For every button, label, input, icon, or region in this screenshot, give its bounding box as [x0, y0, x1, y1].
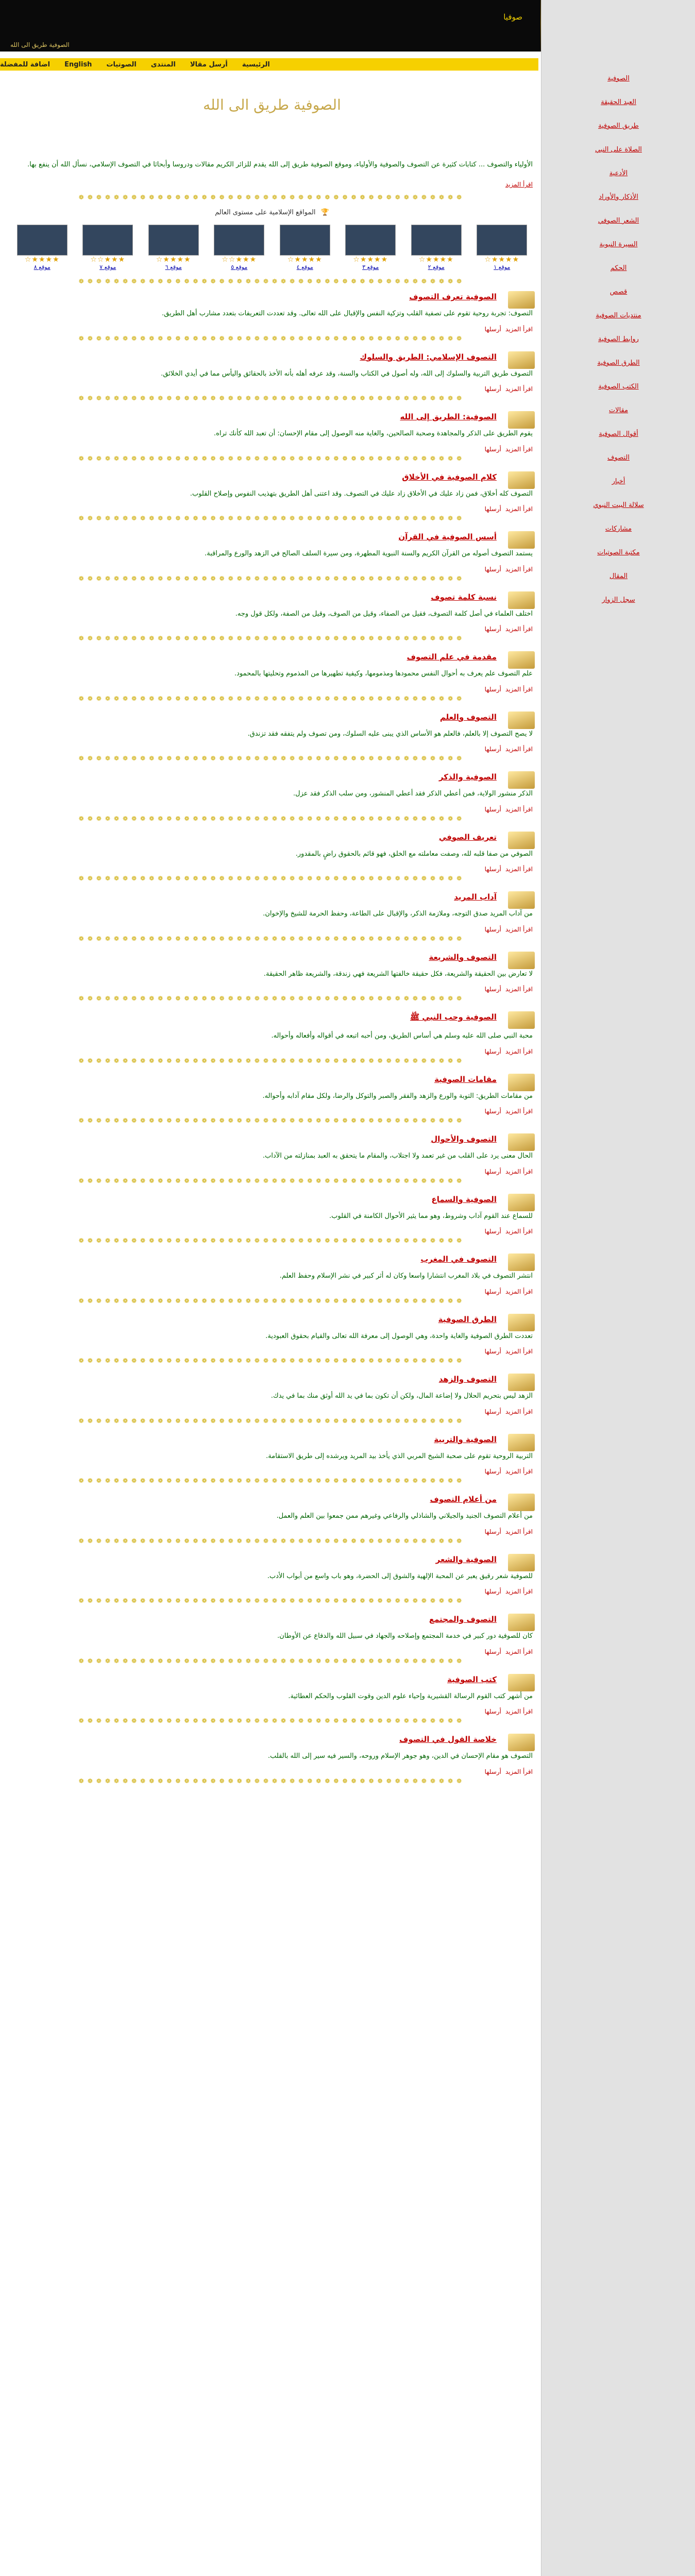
article-body: للصوفية شعر رقيق يعبر عن المحبة الإلهية والشوق إلى الحضرة، وهو باب واسع من أبواب الأدب. [267, 1572, 533, 1580]
article-item [4, 1249, 540, 1310]
article-body: محبة النبي صلى الله عليه وسلم هي أساس الطريق، ومن أحبه اتبعه في أقواله وأفعاله وأحواله. [271, 1032, 533, 1040]
article-tools [11, 505, 533, 513]
send-link[interactable]: أرسلها [484, 445, 501, 453]
send-link[interactable]: أرسلها [484, 1468, 501, 1476]
article-title[interactable]: كتب الصوفية [447, 1674, 497, 1684]
article-tools [11, 986, 533, 993]
sites-strip [4, 203, 540, 222]
ornament-divider: ❁❁❁❁❁❁❁❁❁❁❁❁❁❁❁❁❁❁❁❁❁❁❁❁❁❁❁❁❁❁❁❁❁❁❁❁❁❁❁❁❁❁❁❁ [78, 1717, 466, 1725]
send-link[interactable]: أرسلها [484, 505, 501, 513]
nav-item-send-article[interactable]: أرسل مقالا [190, 60, 228, 69]
site-thumbnail[interactable] [17, 225, 67, 256]
article-body: التصوف: تجربة روحية تقوم على تصفية القلب وتزكية النفس والإقبال على الله تعالى. وقد تعددت التعريفات بتعدد مشارب أهل الطريق. [162, 310, 533, 318]
read-more-link[interactable]: اقرأ المزيد [505, 925, 533, 933]
article-tools [11, 1348, 533, 1355]
article-scroll-icon [508, 591, 535, 609]
read-more-link[interactable]: اقرأ المزيد [505, 1047, 533, 1055]
article-tools [11, 806, 533, 813]
read-more-link[interactable]: اقرأ المزيد [505, 745, 533, 753]
read-more-link[interactable]: اقرأ المزيد [505, 1768, 533, 1775]
read-more-link[interactable]: اقرأ المزيد [505, 685, 533, 693]
article-body: يقوم الطريق على الذكر والمجاهدة وصحبة الصالحين، والغاية منه الوصول إلى مقام الإحسان: أن تعبد الله كأنك تراه. [214, 430, 533, 438]
article-tools [11, 1168, 533, 1175]
article-title[interactable]: الصوفية والسماع [431, 1194, 497, 1204]
article-tools [11, 1228, 533, 1235]
article-item [4, 1310, 540, 1370]
ornament-divider: ❁❁❁❁❁❁❁❁❁❁❁❁❁❁❁❁❁❁❁❁❁❁❁❁❁❁❁❁❁❁❁❁❁❁❁❁❁❁❁❁❁❁❁❁ [78, 1117, 466, 1125]
article-tools [11, 566, 533, 573]
read-more-link[interactable]: اقرأ المزيد [505, 1287, 533, 1295]
site-name[interactable]: موقع ٥ [231, 264, 248, 271]
site-name[interactable]: موقع ١ [494, 264, 511, 271]
site-thumbnail[interactable] [214, 225, 264, 256]
article-item [4, 947, 540, 1008]
read-more-link[interactable]: اقرأ المزيد [505, 1108, 533, 1115]
article-item [4, 1489, 540, 1550]
ornament-divider: ❁❁❁❁❁❁❁❁❁❁❁❁❁❁❁❁❁❁❁❁❁❁❁❁❁❁❁❁❁❁❁❁❁❁❁❁❁❁❁❁❁❁❁❁ [78, 1297, 466, 1304]
article-scroll-icon [508, 1374, 535, 1391]
sidebar-menu [541, 67, 695, 612]
sidebar-item[interactable]: الطرق الصوفية [597, 359, 640, 367]
nav-item-bookmark[interactable]: اضافة للمفضلة [0, 60, 50, 69]
send-link[interactable]: أرسلها [484, 1408, 501, 1415]
sidebar-item[interactable]: الحكم [610, 264, 627, 272]
article-title[interactable]: الصوفية والتربية [434, 1434, 497, 1444]
send-link[interactable]: أرسلها [484, 1348, 501, 1355]
article-tools [11, 1468, 533, 1475]
article-tools [11, 866, 533, 873]
article-body: الصوفي من صفا قلبه لله، وصفت معاملته مع الخلق، فهو قائم بالحقوق راضٍ بالمقدور. [295, 850, 533, 858]
send-link[interactable]: أرسلها [484, 1528, 501, 1535]
ornament-divider: ❁❁❁❁❁❁❁❁❁❁❁❁❁❁❁❁❁❁❁❁❁❁❁❁❁❁❁❁❁❁❁❁❁❁❁❁❁❁❁❁❁❁❁❁ [78, 1177, 466, 1184]
article-item [4, 1550, 540, 1610]
article-tools [11, 745, 533, 753]
sidebar-item[interactable]: أخبار [612, 478, 625, 485]
article-body: من مقامات الطريق: التوبة والورع والزهد والفقر والصبر والتوكل والرضا، ولكل مقام آدابه وأحواله. [262, 1092, 533, 1100]
sidebar-item[interactable]: الأذكار والأوراد [599, 193, 638, 201]
read-more-link[interactable]: اقرأ المزيد [505, 445, 533, 453]
ornament-divider: ❁❁❁❁❁❁❁❁❁❁❁❁❁❁❁❁❁❁❁❁❁❁❁❁❁❁❁❁❁❁❁❁❁❁❁❁❁❁❁❁❁❁❁❁ [78, 1537, 466, 1545]
read-more-link[interactable]: اقرأ المزيد [505, 866, 533, 873]
sidebar-item[interactable]: مشاركات [605, 525, 632, 533]
article-tools [11, 1048, 533, 1055]
send-link[interactable]: أرسلها [484, 325, 501, 333]
sidebar-item[interactable]: الكتب الصوفية [598, 383, 639, 391]
read-more-link[interactable]: اقرأ المزيد [505, 1468, 533, 1476]
send-link[interactable]: أرسلها [484, 745, 501, 753]
article-title[interactable]: التصوف والزهد [438, 1375, 497, 1384]
article-scroll-icon [508, 1253, 535, 1271]
site-name[interactable]: موقع ٧ [99, 264, 116, 271]
article-body: كان للصوفية دور كبير في خدمة المجتمع وإصلاحه والجهاد في سبيل الله والدفاع عن الأوطان. [277, 1632, 533, 1640]
article-item [4, 647, 540, 707]
top-navigation [0, 58, 538, 71]
article-item [4, 347, 540, 408]
article-item [4, 1670, 540, 1730]
site-card[interactable] [211, 225, 267, 270]
nav-item-audio[interactable]: الصوتيات [106, 60, 137, 69]
read-more-link[interactable]: اقرأ المزيد [505, 505, 533, 513]
sidebar-item[interactable]: قصص [609, 288, 628, 296]
sidebar-item[interactable]: الشعر الصوفي [598, 217, 639, 225]
read-more-link[interactable]: اقرأ المزيد [505, 1167, 533, 1175]
article-item [4, 1070, 540, 1130]
ornament-divider: ❁❁❁❁❁❁❁❁❁❁❁❁❁❁❁❁❁❁❁❁❁❁❁❁❁❁❁❁❁❁❁❁❁❁❁❁❁❁❁❁❁❁❁❁ [78, 1057, 466, 1064]
send-link[interactable]: أرسلها [484, 685, 501, 693]
article-item [4, 707, 540, 768]
ornament-divider: ❁❁❁❁❁❁❁❁❁❁❁❁❁❁❁❁❁❁❁❁❁❁❁❁❁❁❁❁❁❁❁❁❁❁❁❁❁❁❁❁❁❁❁❁ [78, 694, 466, 702]
ornament-divider: ❁❁❁❁❁❁❁❁❁❁❁❁❁❁❁❁❁❁❁❁❁❁❁❁❁❁❁❁❁❁❁❁❁❁❁❁❁❁❁❁❁❁❁❁ [78, 194, 466, 201]
ornament-divider: ❁❁❁❁❁❁❁❁❁❁❁❁❁❁❁❁❁❁❁❁❁❁❁❁❁❁❁❁❁❁❁❁❁❁❁❁❁❁❁❁❁❁❁❁ [78, 334, 466, 342]
site-card[interactable] [408, 225, 465, 270]
article-body: تعددت الطرق الصوفية والغاية واحدة، وهي الوصول إلى معرفة الله تعالى والقيام بحقوق العبودية. [265, 1332, 533, 1340]
sidebar-item[interactable]: الصلاة على النبي [595, 146, 642, 154]
send-link[interactable]: أرسلها [484, 1287, 501, 1295]
read-more-link[interactable]: اقرأ المزيد [505, 625, 533, 633]
article-tools [11, 625, 533, 633]
article-item [4, 407, 540, 467]
sidebar [541, 0, 695, 2576]
site-thumbnail[interactable] [411, 225, 462, 256]
article-tools [11, 686, 533, 693]
article-title[interactable]: التصوف والمجتمع [429, 1615, 497, 1624]
sidebar-item[interactable]: منتديات الصوفية [596, 312, 641, 319]
ornament-divider: ❁❁❁❁❁❁❁❁❁❁❁❁❁❁❁❁❁❁❁❁❁❁❁❁❁❁❁❁❁❁❁❁❁❁❁❁❁❁❁❁❁❁❁❁ [78, 574, 466, 582]
article-scroll-icon [508, 771, 535, 789]
article-scroll-icon [508, 711, 535, 729]
article-scroll-icon [508, 351, 535, 369]
intro-text: الأولياء والتصوف ... كتابات كثيرة عن التصوف والصوفية والأولياء، وموقع الصوفية طريق إلى الله يقدم للزائر الكريم مقالات ودروسا وأبحاثا في التصوف الإسلامي، نسأل الله أن ينفع بها. [27, 161, 533, 168]
ornament-divider: ❁❁❁❁❁❁❁❁❁❁❁❁❁❁❁❁❁❁❁❁❁❁❁❁❁❁❁❁❁❁❁❁❁❁❁❁❁❁❁❁❁❁❁❁ [78, 815, 466, 822]
article-scroll-icon [508, 651, 535, 669]
article-body: التصوف كله أخلاق، فمن زاد عليك في الأخلاق زاد عليك في التصوف. وقد اعتنى أهل الطريق بتهذيب النفوس وإصلاح القلوب. [190, 489, 533, 498]
send-link[interactable]: أرسلها [484, 625, 501, 633]
ornament-divider: ❁❁❁❁❁❁❁❁❁❁❁❁❁❁❁❁❁❁❁❁❁❁❁❁❁❁❁❁❁❁❁❁❁❁❁❁❁❁❁❁❁❁❁❁ [78, 995, 466, 1003]
send-link[interactable]: أرسلها [484, 1708, 501, 1716]
send-link[interactable]: أرسلها [484, 1167, 501, 1175]
sidebar-item[interactable]: السيرة النبوية [599, 241, 638, 248]
read-more-link[interactable]: اقرأ المزيد [505, 1408, 533, 1415]
article-title[interactable]: أسس الصوفية في القرآن [398, 532, 497, 542]
site-thumbnail[interactable] [345, 225, 396, 256]
site-thumbnail[interactable] [280, 225, 330, 256]
article-item [4, 527, 540, 587]
rating-stars: ★★★★☆ [287, 256, 323, 264]
rating-stars: ★★★★☆ [24, 256, 60, 264]
site-card[interactable] [277, 225, 333, 270]
read-more-link[interactable]: اقرأ المزيد [505, 565, 533, 573]
nav-item-english[interactable]: English [64, 60, 92, 69]
read-more-link[interactable]: اقرأ المزيد [505, 1648, 533, 1655]
welcome-calligraphy: الصوفية طريق الى الله [203, 96, 341, 113]
article-scroll-icon [508, 1133, 535, 1151]
article-item [4, 887, 540, 947]
send-link[interactable]: أرسلها [484, 805, 501, 813]
article-item [4, 1190, 540, 1250]
article-body: لا تعارض بين الحقيقة والشريعة، فكل حقيقة خالفتها الشريعة فهي زندقة، والشريعة ظاهر الحقيقة. [263, 970, 533, 978]
article-title[interactable]: الصوفية والشعر [435, 1554, 497, 1564]
article-item [4, 1430, 540, 1490]
sites-strip-label: المواقع الإسلامية على مستوى العالم [215, 208, 316, 216]
article-item [4, 1129, 540, 1190]
site-card[interactable] [145, 225, 202, 270]
article-tools [11, 446, 533, 453]
site-name[interactable]: موقع ٣ [362, 264, 379, 271]
site-name[interactable]: موقع ٨ [33, 264, 50, 271]
sidebar-item[interactable]: العبد الحقيقة [601, 98, 636, 106]
send-link[interactable]: أرسلها [484, 1108, 501, 1115]
article-scroll-icon [508, 832, 535, 849]
article-tools [11, 1288, 533, 1295]
ornament-divider: ❁❁❁❁❁❁❁❁❁❁❁❁❁❁❁❁❁❁❁❁❁❁❁❁❁❁❁❁❁❁❁❁❁❁❁❁❁❁❁❁❁❁❁❁ [78, 1477, 466, 1485]
article-list [4, 287, 540, 1790]
read-more-link[interactable]: اقرأ المزيد [505, 385, 533, 393]
article-item [4, 1007, 540, 1070]
ornament-divider: ❁❁❁❁❁❁❁❁❁❁❁❁❁❁❁❁❁❁❁❁❁❁❁❁❁❁❁❁❁❁❁❁❁❁❁❁❁❁❁❁❁❁❁❁ [78, 1237, 466, 1245]
article-body: من آداب المريد صدق التوجه، وملازمة الذكر، والإقبال على الطاعة، وحفظ الحرمة للشيخ والإخوان. [263, 910, 533, 918]
header-sub: الصوفية طريق الى الله [10, 41, 70, 48]
send-link[interactable]: أرسلها [484, 866, 501, 873]
ornament-divider: ❁❁❁❁❁❁❁❁❁❁❁❁❁❁❁❁❁❁❁❁❁❁❁❁❁❁❁❁❁❁❁❁❁❁❁❁❁❁❁❁❁❁❁❁ [78, 454, 466, 462]
sidebar-item[interactable]: روابط الصوفية [598, 335, 639, 343]
article-item [4, 467, 540, 528]
article-body: التربية الروحية تقوم على صحبة الشيخ المربي الذي يأخذ بيد المريد ويرشده إلى طريق الاستقامة. [266, 1452, 533, 1460]
article-body: علم التصوف علم يعرف به أحوال النفس محمودها ومذمومها، وكيفية تطهيرها من المذموم وتحليتها بالمحمود. [234, 670, 533, 678]
site-thumbnail[interactable] [82, 225, 133, 256]
site-name[interactable]: موقع ٤ [296, 264, 313, 271]
trophy-icon: 🏆 [320, 208, 329, 216]
article-scroll-icon [508, 1194, 535, 1211]
sidebar-item[interactable]: طريق الصوفية [598, 122, 639, 130]
article-tools [11, 926, 533, 933]
article-title[interactable]: نسبة كلمة تصوف [431, 592, 497, 602]
article-scroll-icon [508, 1674, 535, 1691]
article-tools [11, 1528, 533, 1535]
article-scroll-icon [508, 1434, 535, 1451]
article-body: الزهد ليس بتحريم الحلال ولا إضاعة المال، ولكن أن تكون بما في يد الله أوثق منك بما في يدك. [270, 1392, 533, 1400]
article-tools [11, 385, 533, 393]
article-title[interactable]: الطرق الصوفية [438, 1314, 497, 1324]
sidebar-item[interactable]: سلالة البيت النبوي [593, 501, 644, 509]
article-body: الحال معنى يرد على القلب من غير تعمد ولا اجتلاب، والمقام ما يتحقق به العبد بمنازلته من الآداب. [263, 1152, 533, 1160]
send-link[interactable]: أرسلها [484, 565, 501, 573]
nav-item-home[interactable]: الرئيسية [242, 60, 270, 69]
article-scroll-icon [508, 291, 535, 309]
article-scroll-icon [508, 1554, 535, 1571]
send-link[interactable]: أرسلها [484, 1588, 501, 1596]
article-body: من أشهر كتب القوم الرسالة القشيرية وإحياء علوم الدين وقوت القلوب والحكم العطائية. [288, 1692, 533, 1700]
article-title[interactable]: التصوف والأحوال [431, 1134, 497, 1144]
send-link[interactable]: أرسلها [484, 1228, 501, 1235]
article-title[interactable]: التصوف الإسلامي: الطريق والسلوك [360, 352, 497, 362]
article-title[interactable]: آداب المريد [454, 892, 497, 902]
sidebar-item[interactable]: التصوف [607, 454, 630, 462]
read-more-link[interactable]: اقرأ المزيد [505, 1528, 533, 1535]
ornament-divider: ❁❁❁❁❁❁❁❁❁❁❁❁❁❁❁❁❁❁❁❁❁❁❁❁❁❁❁❁❁❁❁❁❁❁❁❁❁❁❁❁❁❁❁❁ [78, 1597, 466, 1605]
article-body: التصوف هو مقام الإحسان في الدين، وهو جوهر الإسلام وروحه، والسير فيه سير إلى الله بالقلب. [268, 1752, 533, 1760]
read-more-link[interactable]: اقرأ المزيد [505, 1228, 533, 1235]
site-card[interactable] [342, 225, 399, 270]
article-tools [11, 1708, 533, 1715]
article-title[interactable]: الصوفية والذكر [438, 772, 497, 782]
sidebar-item[interactable]: المقال [609, 572, 628, 580]
article-title[interactable]: خلاصة القول في التصوف [399, 1735, 497, 1744]
ornament-divider: ❁❁❁❁❁❁❁❁❁❁❁❁❁❁❁❁❁❁❁❁❁❁❁❁❁❁❁❁❁❁❁❁❁❁❁❁❁❁❁❁❁❁❁❁ [78, 1357, 466, 1365]
article-title[interactable]: التصوف في المغرب [420, 1255, 497, 1264]
rating-stars: ★★★★☆ [418, 256, 454, 264]
ornament-divider: ❁❁❁❁❁❁❁❁❁❁❁❁❁❁❁❁❁❁❁❁❁❁❁❁❁❁❁❁❁❁❁❁❁❁❁❁❁❁❁❁❁❁❁❁ [78, 1657, 466, 1665]
article-scroll-icon [508, 1614, 535, 1631]
rating-stars: ★★★☆☆ [90, 256, 126, 264]
article-body: من أعلام التصوف الجنيد والجيلاني والشاذلي والرفاعي وغيرهم ممن جمعوا بين العلم والعمل. [276, 1512, 533, 1520]
send-link[interactable]: أرسلها [484, 1047, 501, 1055]
rating-stars: ★★★★☆ [353, 256, 388, 264]
article-tools [11, 1108, 533, 1115]
article-title[interactable]: الصوفية تعرف التصوف [409, 292, 497, 302]
article-scroll-icon [508, 1074, 535, 1091]
ornament-divider: ❁❁❁❁❁❁❁❁❁❁❁❁❁❁❁❁❁❁❁❁❁❁❁❁❁❁❁❁❁❁❁❁❁❁❁❁❁❁❁❁❁❁❁❁ [78, 635, 466, 642]
article-scroll-icon [508, 531, 535, 549]
sites-row [4, 222, 540, 276]
site-name[interactable]: موقع ٢ [428, 264, 445, 271]
send-link[interactable]: أرسلها [484, 385, 501, 393]
article-title[interactable]: تعريف الصوفي [438, 832, 497, 842]
sidebar-item[interactable]: مكتبة الصوتيات [597, 549, 640, 556]
article-body: اختلف العلماء في أصل كلمة التصوف، فقيل من الصفاء، وقيل من الصوف، وقيل من الصفة، ولكل قول وجه. [235, 609, 533, 618]
sidebar-item[interactable]: سجل الزوار [602, 596, 635, 604]
site-card[interactable] [473, 225, 530, 270]
article-title[interactable]: مقامات الصوفية [434, 1074, 497, 1084]
ornament-divider: ❁❁❁❁❁❁❁❁❁❁❁❁❁❁❁❁❁❁❁❁❁❁❁❁❁❁❁❁❁❁❁❁❁❁❁❁❁❁❁❁❁❁❁❁ [78, 935, 466, 942]
article-tools [11, 1768, 533, 1775]
article-body: الذكر منشور الولاية، فمن أعطي الذكر فقد أعطي المنشور، ومن سلب الذكر فقد عزل. [293, 790, 533, 798]
article-item [4, 1609, 540, 1670]
site-thumbnail[interactable] [148, 225, 199, 256]
ornament-divider: ❁❁❁❁❁❁❁❁❁❁❁❁❁❁❁❁❁❁❁❁❁❁❁❁❁❁❁❁❁❁❁❁❁❁❁❁❁❁❁❁❁❁❁❁ [78, 755, 466, 762]
ornament-divider: ❁❁❁❁❁❁❁❁❁❁❁❁❁❁❁❁❁❁❁❁❁❁❁❁❁❁❁❁❁❁❁❁❁❁❁❁❁❁❁❁❁❁❁❁ [78, 1777, 466, 1785]
article-body: انتشر التصوف في بلاد المغرب انتشارا واسعا وكان له أثر كبير في نشر الإسلام وحفظ العلم. [279, 1272, 533, 1280]
article-body: لا يصح التصوف إلا بالعلم، فالعلم هو الأساس الذي يبنى عليه السلوك، ومن تصوف ولم يتفقه فقد تزندق. [247, 730, 533, 738]
article-tools [11, 326, 533, 333]
article-scroll-icon [508, 1314, 535, 1331]
read-more-link[interactable]: اقرأ المزيد [505, 1708, 533, 1716]
article-scroll-icon [508, 1734, 535, 1751]
intro-more-link[interactable]: اقرأ المزيد [505, 181, 533, 189]
article-scroll-icon [508, 891, 535, 909]
article-body: للسماع عند القوم آداب وشروط، وهو مما يثير الأحوال الكامنة في القلوب. [329, 1212, 533, 1220]
site-card[interactable] [79, 225, 136, 270]
article-item [4, 827, 540, 888]
article-scroll-icon [508, 1494, 535, 1511]
rating-stars: ★★★☆☆ [222, 256, 257, 264]
send-link[interactable]: أرسلها [484, 986, 501, 993]
sidebar-item[interactable]: الصوفية [607, 75, 630, 82]
nav-item-forum[interactable]: المنتدى [150, 60, 176, 69]
ornament-divider: ❁❁❁❁❁❁❁❁❁❁❁❁❁❁❁❁❁❁❁❁❁❁❁❁❁❁❁❁❁❁❁❁❁❁❁❁❁❁❁❁❁❁❁❁ [78, 278, 466, 285]
article-scroll-icon [508, 471, 535, 489]
site-name[interactable]: موقع ٦ [165, 264, 182, 271]
article-title[interactable]: التصوف والشريعة [429, 952, 497, 962]
header-tagline: صوفيا [503, 12, 522, 22]
read-more-link[interactable]: اقرأ المزيد [505, 1588, 533, 1596]
ornament-divider: ❁❁❁❁❁❁❁❁❁❁❁❁❁❁❁❁❁❁❁❁❁❁❁❁❁❁❁❁❁❁❁❁❁❁❁❁❁❁❁❁❁❁❁❁ [78, 515, 466, 522]
site-card[interactable] [14, 225, 71, 270]
article-item [4, 1730, 540, 1790]
rating-stars: ★★★★☆ [484, 256, 520, 264]
ornament-divider: ❁❁❁❁❁❁❁❁❁❁❁❁❁❁❁❁❁❁❁❁❁❁❁❁❁❁❁❁❁❁❁❁❁❁❁❁❁❁❁❁❁❁❁❁ [78, 395, 466, 402]
main-content [4, 71, 540, 2576]
sidebar-item[interactable]: أقوال الصوفية [599, 430, 638, 438]
article-item [4, 587, 540, 648]
read-more-link[interactable]: اقرأ المزيد [505, 1348, 533, 1355]
send-link[interactable]: أرسلها [484, 1768, 501, 1775]
article-item [4, 767, 540, 827]
article-title[interactable]: كلام الصوفية في الأخلاق [402, 472, 497, 482]
read-more-link[interactable]: اقرأ المزيد [505, 325, 533, 333]
ornament-divider: ❁❁❁❁❁❁❁❁❁❁❁❁❁❁❁❁❁❁❁❁❁❁❁❁❁❁❁❁❁❁❁❁❁❁❁❁❁❁❁❁❁❁❁❁ [78, 875, 466, 883]
article-title[interactable]: من أعلام التصوف [430, 1495, 497, 1504]
article-body: التصوف طريق التربية والسلوك إلى الله، وله أصول في الكتاب والسنة، وقد عرفه أهله بأنه الأخذ بالحقائق واليأس مما في أيدي الخلائق. [161, 369, 533, 378]
read-more-link[interactable]: اقرأ المزيد [505, 805, 533, 813]
ornament-divider: ❁❁❁❁❁❁❁❁❁❁❁❁❁❁❁❁❁❁❁❁❁❁❁❁❁❁❁❁❁❁❁❁❁❁❁❁❁❁❁❁❁❁❁❁ [78, 1417, 466, 1425]
read-more-link[interactable]: اقرأ المزيد [505, 986, 533, 993]
article-scroll-icon [508, 1011, 535, 1029]
article-scroll-icon [508, 952, 535, 969]
welcome-banner [4, 71, 540, 148]
article-item [4, 287, 540, 347]
sidebar-item[interactable]: الأدعية [609, 170, 628, 177]
article-tools [11, 1588, 533, 1595]
article-title[interactable]: الصوفية: الطريق إلى الله [400, 412, 497, 422]
sidebar-item[interactable]: مقالات [608, 406, 629, 414]
send-link[interactable]: أرسلها [484, 925, 501, 933]
send-link[interactable]: أرسلها [484, 1648, 501, 1655]
article-body: يستمد التصوف أصوله من القرآن الكريم والسنة النبوية المطهرة، ومن سيرة السلف الصالح في الزهد والورع والمراقبة. [205, 550, 533, 558]
article-scroll-icon [508, 411, 535, 429]
article-title[interactable]: مقدمة في علم التصوف [406, 652, 497, 662]
article-title[interactable]: التصوف والعلم [439, 712, 497, 722]
article-item [4, 1369, 540, 1430]
rating-stars: ★★★★☆ [156, 256, 191, 264]
article-tools [11, 1648, 533, 1655]
article-tools [11, 1408, 533, 1415]
site-thumbnail[interactable] [477, 225, 527, 256]
article-title[interactable]: الصوفية وحب النبي ﷺ [410, 1012, 497, 1022]
